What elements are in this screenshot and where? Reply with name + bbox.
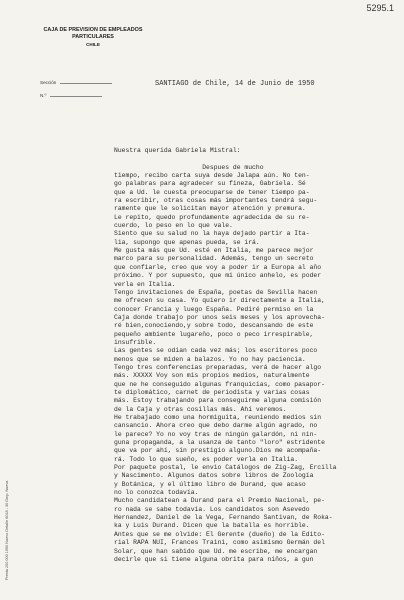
letter-line: y Nascimento. Algunos datos sobre libros de Zoología (114, 472, 314, 480)
margin-note (5, 300, 15, 580)
letter-line: más. XXXXX Voy son mis propios medios, naturalmente (114, 372, 310, 380)
letter-line: que ne he conseguido algunas franquicias, como pasapor- (114, 380, 325, 388)
letter-line: Nuestra querida Gabriela Mistral: (114, 147, 241, 154)
letter-line: Mucho candidatean a Durand para el Premio Nacional, pe- (114, 497, 325, 505)
letter-line: Despues de mucho (114, 163, 264, 171)
letter-line: ka y Luis Durand. Dicen que la batalla es horrible. (114, 522, 310, 530)
field-numero-label: N.º (40, 93, 47, 98)
letterhead (38, 27, 148, 48)
letter-line: menos que se miden a balazos. Yo no hay paciencia. (114, 355, 306, 363)
letter-line: Las gentes se odian cada vez más; los escritores poco (114, 347, 318, 355)
letter-line: y Botánica, y el último libro de Durand, que acaso (114, 480, 306, 488)
letter-line: insufrible. (114, 338, 157, 346)
letter-line: Hernandez, Daniel de la Vega, Fernando Santivan, de Roka- (114, 514, 333, 522)
letter-line: tiempo, recibo carta suya desde Jalapa aún. No ten- (114, 172, 310, 180)
letter-line: conocer Francia y luego España. Pediré permiso en la (114, 305, 314, 313)
field-seccion-line (60, 83, 112, 84)
letter-line: pequeño ambiente lugareño, poco o peco irrespirable, (114, 330, 314, 338)
archive-number: 5295.1 (366, 3, 394, 13)
letter-line: que confiarle, creo que voy a poder ir a Europa al año (114, 263, 322, 271)
field-numero (40, 93, 102, 98)
letter-line: go palabras para agradecer su fineza, Gabriela. Sé (114, 180, 306, 188)
letter-line: que a Ud. le cuesta preocuparse de tener tiempo pa- (114, 188, 310, 196)
letter-line: Le repito, quedo profundamente agradecida de su re- (114, 213, 310, 221)
letter-line: cansancio. Ahora creo que debo darme algún agrado, no (114, 422, 318, 430)
letter-line: guna propaganda, a la usanza de tanto "loro" estridente (114, 439, 325, 447)
letter-line: lia, supongo que apenas pueda, se irá. (114, 238, 260, 246)
letter-line: Me gusta más que Ud. esté en Italia, me parece mejor (114, 247, 314, 255)
letter-line: no lo conozca todavía. (114, 489, 199, 497)
date-line: SANTIAGO de Chile, 14 de Junio de 1950 (155, 80, 315, 88)
field-numero-line (50, 96, 102, 97)
letter-line: de la Caja y otras cosillas más. Ahí veremos. (114, 405, 287, 413)
letter-line: ré bien,conociendo,y sobre todo, descansando de este (114, 322, 314, 330)
field-seccion-label: Sección (40, 80, 57, 85)
letter-line: Por paquete postal, le envio Catálogos de Zig-Zag, Ercilla (114, 464, 337, 472)
letter-line: Siento que su salud no la haya dejado partir a Ita- (114, 230, 310, 238)
letter-line: más. Estoy trabajando para conseguirme alguna comisión (114, 397, 322, 405)
letter-line: Tengo invitaciones de España, poetas de Sevilla hacen (114, 288, 318, 296)
letter-line: te diplomático, carnet de periodista y varias cosas (114, 388, 310, 396)
letter-line: que va por ahí, sin prestigio alguno.Dios me acompaña- (114, 447, 322, 455)
letter-line: ramente que le solicitan mayor atención y premura. (114, 205, 306, 213)
letterhead-line-3: CHILE (86, 42, 100, 47)
letter-line (114, 155, 394, 163)
letter-line: le parece? Yo no voy tras de ningún galardón, ni nin- (114, 430, 318, 438)
letter-line: próximo. Y por supuesto, que mi único anhelo, es poder (114, 272, 322, 280)
field-seccion (40, 80, 112, 85)
letter-line: He trabajado como una hormiguita, reuniendo medios sin (114, 414, 322, 421)
letterhead-line-1: CAJA DE PREVISION DE EMPLEADOS (43, 27, 143, 33)
margin-note-text: Presta 200 000 1950 Nuevo Detalle 8018 - 30 Dmp. Nueva (5, 480, 9, 580)
letter-line: Tengo tres conferencias preparadas, verá de hacer algo (114, 363, 322, 371)
letter-line: ro nada se sabe todavía. Los candidatos son Asevedo (114, 505, 310, 513)
letterhead-line-2: PARTICULARES (72, 34, 114, 40)
letter-line: cuerdo, lo peso en lo que vale. (114, 222, 233, 230)
letter-line: decirle que si tiene alguna obrita para niños, a gun (114, 555, 314, 563)
letter-line: rá. Todo lo que sueño, es poder verla en Italia. (114, 455, 299, 463)
letter-line: verla en Italia. (114, 280, 176, 288)
letter-line: Caja donde trabajo por unos seis meses y los aprovecha- (114, 313, 325, 321)
letter-line: Antes que se me olvide: El Gerente (dueño) de la Edito- (114, 530, 325, 538)
letter-line: me ofrecen su casa. Yo quiero ir directamente a Italia, (114, 297, 325, 305)
letter-line: marco para su personalidad. Además, tengo un secreto (114, 255, 314, 263)
letter-body (114, 147, 394, 564)
letter-line: ra escribir, otras cosas más importantes tendrá segu- (114, 197, 318, 205)
letter-line: Solar, que han sabido que Ud. me escribe, me encargan (114, 547, 318, 555)
letter-line: rial RAPA NUI, Frances Traini, como asimismo Germán del (114, 539, 325, 547)
